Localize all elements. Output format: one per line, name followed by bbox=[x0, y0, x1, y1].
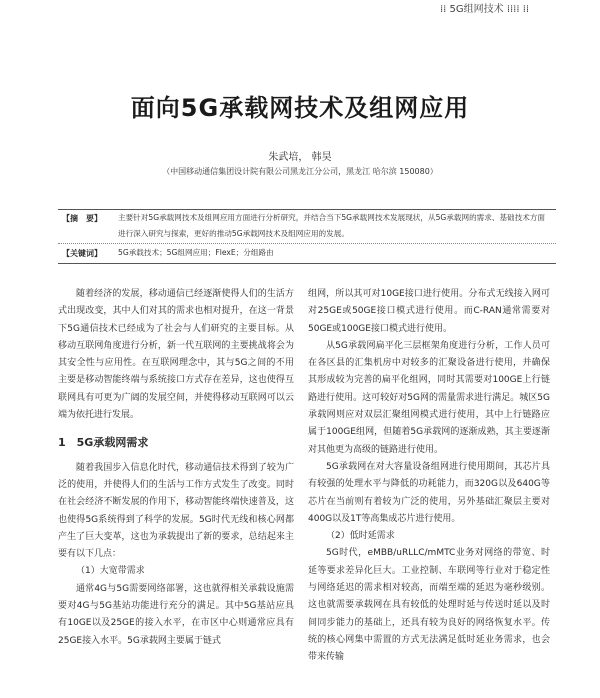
author-names: 朱武培， 韩昊 bbox=[268, 152, 332, 163]
article-title: 面向5G承载网技术及组网应用 bbox=[130, 94, 470, 122]
body-paragraph: 随着我国步入信息化时代，移动通信技术得到了较为广泛的使用，并使得人们的生活与工作方式发生了改变。同时在社会经济不断发展的作用下，移动智能终端快速普及，这也使得5G系统得到了科学的发展。5G时代无线和核心网都产生了巨大变革，这也为承载提出了新的要求，总结起来主要有以下几点： bbox=[58, 462, 294, 560]
body-paragraph: 5G承载网在对大容量设备组网进行使用期间，其芯片具有较强的处理水平与降低的功耗能力，而320G以及640G等芯片在当前则有着较为广泛的使用，另外基础汇聚层主要对400G以及1T等高集成芯片进行使用。 bbox=[308, 461, 550, 524]
left-column bbox=[58, 286, 294, 650]
journal-header-tag: ⁞⁞ 5G组网技术 ⁞⁞⁞⁞ ⁞⁞ bbox=[440, 4, 530, 15]
body-paragraph: 组网，所以其可对10GE接口进行使用。分布式无线接入网可对25GE或50GE接口模式进行使用。而C-RAN通常需要对50GE或100GE接口模式进行使用。 bbox=[308, 289, 550, 334]
author-affiliation: （中国移动通信集团设计院有限公司黑龙江分公司，黑龙江 哈尔滨 150080） bbox=[162, 167, 438, 176]
keywords-text: 5G承载技术；5G组网应用；FlexE；分组路由 bbox=[118, 248, 274, 257]
right-column bbox=[308, 286, 550, 667]
abstract-text: 主要针对5G承载网技术及组网应用方面进行分析研究，并结合当下5G承载网技术发展现状，从5G承载网的需求、基础技术方面进行深入研究与探索，更好的推动5G承载网技术及组网应用的发展。 bbox=[118, 213, 546, 238]
subsection-heading: （2）低时延需求 bbox=[326, 531, 395, 542]
body-paragraph: 5G时代，eMBB/uRLLC/mMTC业务对网络的带宽、时延等要求差异化巨大。工业控制、车联网等行业对于稳定性与网络延迟的需求相对较高，而端至端的延迟为毫秒级别。这也就需要承载网在具有较低的处理时延与传送时延以及时间同步能力的基础上，还具有较为良好的网络恢复水平。传统的核心网集中需置的方式无法满足低时延业务需求，也会带来传输 bbox=[308, 548, 550, 663]
section-heading: 1 5G承载网需求 bbox=[58, 436, 149, 450]
subsection-heading: （1）大宽带需求 bbox=[76, 566, 145, 577]
body-paragraph: 通常4G与5G需要网络部署，这也就得相关承载设施需要对4G与5G基站功能进行充分的满足。其中5G基站应具有10GE以及25GE的接入水平，在市区中心则通常应具有25GE接入水平。5G承载网主要属于链式 bbox=[58, 583, 294, 646]
keywords-bottom-rule bbox=[58, 263, 556, 264]
keywords-label: 【关键词】 bbox=[62, 249, 102, 258]
body-paragraph: 从5G承载网扁平化三层框架角度进行分析，工作人员可在各区县的汇集机房中对较多的汇聚设备进行使用，并确保其形成较为完善的扁平化组网，同时其需要对100GE上行链路进行使用。这可较好对5G网的需量需求进行满足。城区5G承载网则应对双层汇聚组网模式进行使用，其中上行链路应属于100GE组网，但随着5G承载网的逐渐成熟，其主要逐渐对其他更为高级的链路进行使用。 bbox=[308, 340, 550, 455]
abstract-label: 【摘 要】 bbox=[62, 214, 102, 223]
abstract-divider bbox=[58, 243, 556, 244]
intro-paragraph: 随着经济的发展，移动通信已经逐渐使得人们的生活方式出现改变，其中人们对其的需求也相对提升，在这一背景下5G通信技术已经成为了社会与人们研究的主要目标。从移动互联网角度进行分析，新一代互联网的主要挑战将会为其安全性与应用性。在互联网理念中，其与5G之间的不用主要是移动智能终端与系统接口方式存在差异，这也使得互联网具有可更为广阔的发展空间，并使得移动互联网可以云端为依托进行发展。 bbox=[58, 289, 294, 421]
